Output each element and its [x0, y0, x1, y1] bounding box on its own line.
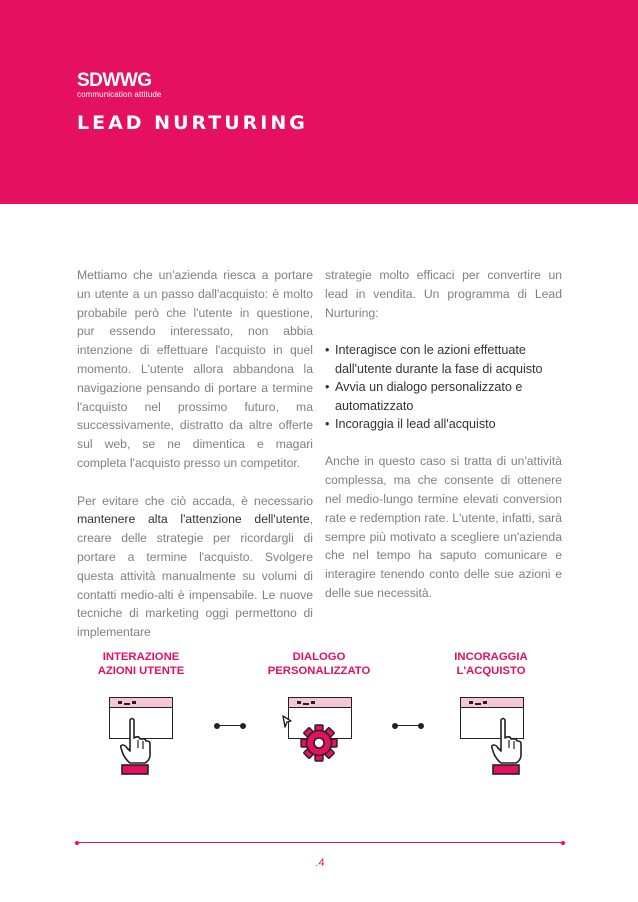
feature-list [325, 341, 562, 434]
window-titlebar [110, 698, 172, 708]
page-title: LEAD NURTURING [77, 112, 308, 134]
flow-connector [394, 725, 422, 726]
flow-connector [216, 725, 244, 726]
left-paragraph-1: Mettiamo che un'azienda riesca a portare un utente a un passo dall'acquisto: è molto probabile però che l'utente in questione, pur essendo interessato, non abbia intenzione di effettuare l'acquisto in quel momento. L'utente allora abbandona la navigazione pensando di portare a termine l'acquisto nel prossimo futuro, ma successivamente, distratto da altre offerte sul web, se ne dimentica e magari completa l'acquisto presso un competitor. [77, 268, 313, 470]
list-item-text: Interagisce con le azioni effettuate dall'utente durante la fase di acquisto [335, 343, 543, 376]
step-label-line: DIALOGO [292, 651, 346, 663]
step-label-line: L'ACQUISTO [456, 665, 526, 677]
step-label-line: PERSONALIZZATO [267, 665, 371, 677]
bullet-dot-icon: • [325, 380, 330, 395]
gear-icon [299, 723, 339, 763]
pointing-hand-icon [118, 716, 152, 776]
right-paragraph-2: Anche in questo caso si tratta di un'attività complessa, ma che consente di ottenere nel medio-lungo termine elevati conversion rate e redemption rate. L'utente, infatti, sarà sempre più motivato a scegliere un'azienda che nel tempo ha saputo comunicare e interagire tenendo conto delle sue azioni e delle sue necessità. [325, 454, 562, 601]
right-paragraph-1: strategie molto efficaci per convertire un lead in vendita. Un programma di Lead Nurturing: [325, 268, 562, 320]
step-label-encourage [421, 650, 561, 678]
left-paragraph-2-end: , creare delle strategie per ricordargli di portare a termine l'acquisto. Svolgere questa attività manualmente su volumi di contatti medio-alti è impensabile. Le nuove tecniche di marketing oggi permettono di implementare [77, 512, 313, 640]
header-band [0, 0, 638, 204]
left-column [77, 266, 313, 661]
left-paragraph-2-start: Per evitare che ciò accada, è necessario [77, 493, 313, 508]
left-paragraph-2-emphasis: mantenere alta l'attenzione dell'utente [77, 512, 310, 527]
step-label-line: INTERAZIONE [102, 651, 180, 663]
list-item-text: Avvia un dialogo personalizzato e automatizzato [335, 380, 523, 413]
step-label-interaction [71, 650, 211, 678]
brand-logo [77, 72, 161, 99]
cursor-arrow-icon [281, 715, 293, 729]
bullet-dot-icon: • [325, 417, 330, 432]
bullet-dot-icon: • [325, 343, 330, 358]
logo-tagline: communication attitude [77, 90, 162, 99]
left-paragraph-2 [77, 492, 313, 642]
list-item [325, 415, 562, 434]
logo-wordmark: SDWWG [77, 70, 152, 91]
list-item [325, 378, 562, 415]
window-titlebar [461, 698, 523, 708]
pointing-hand-icon [489, 716, 523, 776]
step-label-line: AZIONI UTENTE [97, 665, 185, 677]
footer-rule [77, 842, 563, 843]
list-item [325, 341, 562, 378]
page-number: .4 [315, 857, 325, 869]
step-label-line: INCORAGGIA [454, 651, 528, 663]
right-column [325, 266, 562, 622]
window-titlebar [289, 698, 351, 708]
list-item-text: Incoraggia il lead all'acquisto [335, 417, 496, 432]
step-label-dialog [249, 650, 389, 678]
